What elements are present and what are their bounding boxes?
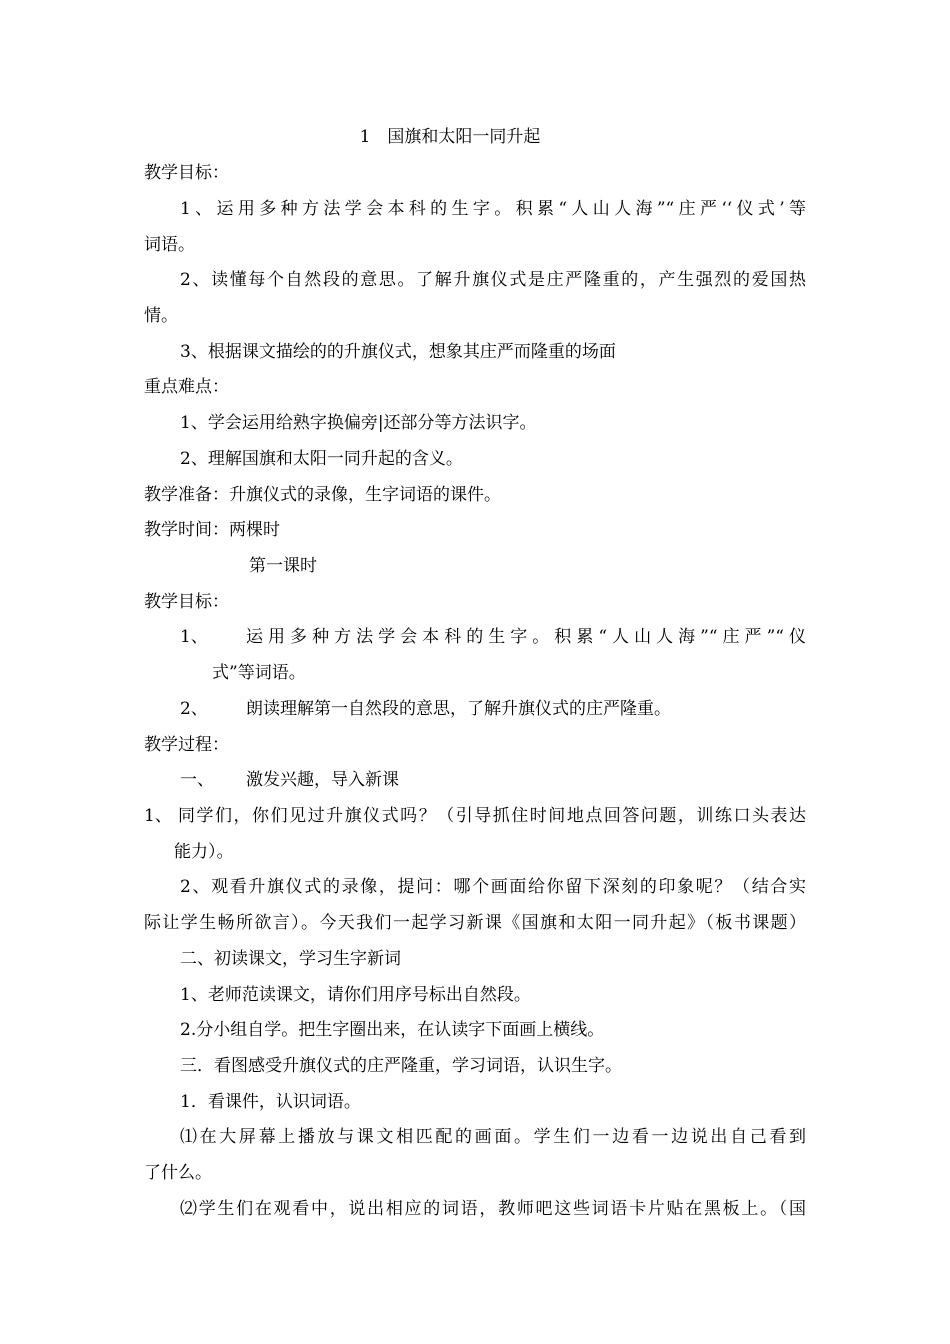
lesson-goal-1-number: 1、	[180, 627, 208, 647]
section-2-title: 二、初读课文，学习生字新词	[180, 949, 401, 969]
goals-heading: 教学目标：	[144, 163, 229, 183]
lesson-goals-heading: 教学目标：	[144, 592, 229, 612]
section-3-sub-1-line2: 了什么。	[144, 1163, 212, 1183]
lesson-title: 第一课时	[249, 556, 317, 576]
lesson-goal-1-line1: 运用多种方法学会本科的生字。积累“人山人海”“庄严”“仪	[246, 627, 806, 647]
goal-3: 3、根据课文描绘的的升旗仪式，想象其庄严而隆重的场面	[180, 342, 616, 362]
key-heading: 重点难点：	[144, 377, 229, 397]
goal-2-line1: 2、读懂每个自然段的意思。了解升旗仪式是庄严隆重的，产生强烈的爱国热	[180, 270, 806, 290]
section-3-title: 三．看图感受升旗仪式的庄严隆重，学习词语，认识生字。	[180, 1056, 622, 1076]
key-point-2: 2、理解国旗和太阳一同升起的含义。	[180, 449, 463, 469]
doc-title: 1 国旗和太阳一同升起	[359, 127, 541, 147]
section-1-title: 激发兴趣，导入新课	[246, 770, 399, 790]
section-3-item-1: 1．看课件，认识词语。	[180, 1092, 361, 1112]
step-1-line2: 能力）。	[174, 842, 234, 862]
section-2-item-2: 2.分小组自学。把生字圈出来，在认读字下面画上横线。	[180, 1020, 605, 1040]
lesson-goal-1-line2: 式”等词语。	[212, 663, 306, 683]
goal-2-line2: 情。	[144, 306, 178, 326]
section-3-sub-1-line1: ⑴在大屏幕上播放与课文相匹配的画面。学生们一边看一边说出自己看到	[180, 1127, 806, 1147]
step-1-line1: 同学们，你们见过升旗仪式吗？（引导抓住时间地点回答问题，训练口头表达	[178, 806, 806, 826]
section-2-item-1: 1、老师范读课文，请你们用序号标出自然段。	[180, 985, 531, 1005]
lesson-goal-2-number: 2、	[180, 699, 208, 719]
lesson-goal-2: 朗读理解第一自然段的意思，了解升旗仪式的庄严隆重。	[246, 699, 671, 719]
teaching-time: 教学时间：两棵时	[144, 520, 280, 540]
step-1-number: 1、	[144, 806, 172, 826]
step-2-line2: 际让学生畅所欲言）。今天我们一起学习新课《国旗和太阳一同升起》（板书课题）	[144, 913, 806, 933]
key-point-1: 1、学会运用给熟字换偏旁|还部分等方法识字。	[180, 413, 537, 433]
section-3-sub-2-line1: ⑵学生们在观看中，说出相应的词语，教师吧这些词语卡片贴在黑板上。（国	[180, 1199, 806, 1219]
teaching-prep: 教学准备：升旗仪式的录像，生字词语的课件。	[144, 485, 501, 505]
section-1-number: 一、	[180, 770, 214, 790]
goal-1-line1: 1、运用多种方法学会本科的生字。积累“人山人海”“庄严‘‘仪式’等	[180, 199, 806, 219]
goal-1-line2: 词语。	[144, 235, 195, 255]
step-2-line1: 2、观看升旗仪式的录像，提问：哪个画面给你留下深刻的印象呢？（结合实	[180, 877, 806, 897]
process-heading: 教学过程：	[144, 735, 229, 755]
